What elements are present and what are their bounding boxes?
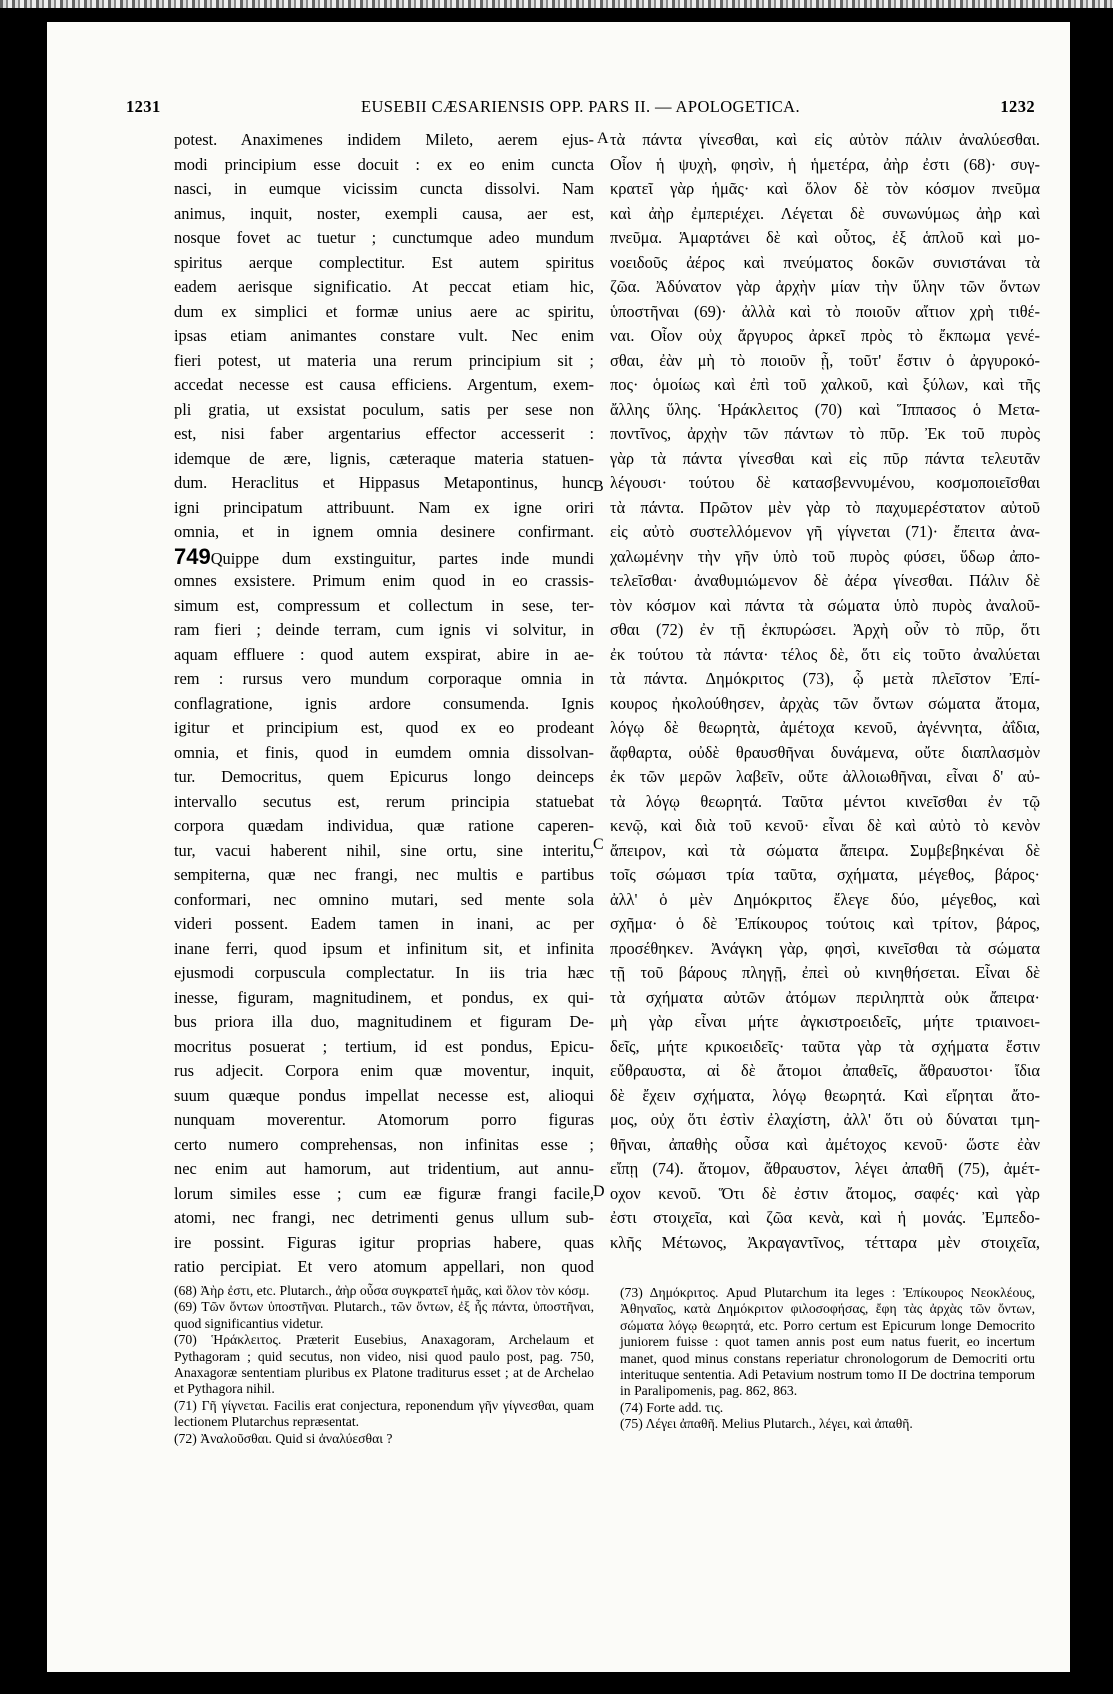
line-text: nosque fovet ac tuetur ; cunctumque adeo mundum [174,228,594,247]
line-text: ἀλλ' ὁ μὲν Δημόκριτος ἔλεγε δύο, μέγεθος, καὶ [610,889,1040,909]
latin-text-line [174,594,594,619]
line-text: intervallo secutus est, rerum principia statuebat [174,791,594,811]
greek-text-line [610,1059,1040,1084]
latin-text-line [174,226,594,251]
line-text: nec enim aut hamorum, aut tridentium, aut annu- [174,1159,594,1178]
line-text: οχον κενοῦ. Ὅτι δὲ ἐστιν ἄτομος, σαφές· καὶ γὰρ [610,1183,1040,1203]
line-text: ἐκ τῶν μερῶν λαβεῖν, οὔτε ἀλλοιωθῆναι, εἶναι δ' αὐ- [610,767,1040,786]
latin-text-line [174,153,594,178]
line-text: dum. Heraclitus et Hippasus Metapontinus, hunc [174,473,594,492]
line-text: ἄφθαρτα, οὐδὲ θραυσθῆναι δυνάμενα, οὔτε διαπλασμὸν [610,742,1040,762]
margin-letter-c: C [593,836,604,853]
line-text: Quippe dum exstinguitur, partes inde mundi [210,548,594,568]
latin-text-line [174,177,594,202]
greek-text-line [610,594,1040,619]
greek-text-line [610,1231,1040,1256]
latin-text-line [174,128,594,153]
footnote: (71) Γῆ γίγνεται. Facilis erat conjectura, reponendum γῆν γίγνεσθαι, quam lectionem Plutarchus repræsentat. [174,1397,594,1430]
latin-text-line [174,275,594,300]
line-text: omnia, et in ignem omnia desinere confirmant. [174,522,594,541]
line-text: θῆναι, ἀπαθὴς οὖσα καὶ ἀμέτοχος κενοῦ· ὥστε ἐὰν [610,1134,1040,1154]
greek-text-line [610,226,1040,251]
line-text: λόγῳ δὲ θεωρητὰ, ἀμέτοχα κενοῦ, ἀγέννητα, ἀΐδια, [610,718,1040,737]
greek-text-line [610,863,1040,888]
line-text: χαλωμένην τὴν γῆν ὑπὸ τοῦ πυρὸς φύσει, ὕδωρ ἀπο- [610,546,1040,566]
line-text: tur. Democritus, quem Epicurus longo deinceps [174,767,594,786]
margin-letter-d: D [593,1183,605,1200]
line-text: Οἷον ἡ ψυχὴ, φησὶν, ἡ ἡμετέρα, ἀὴρ ἐστι (68)· συγ- [610,154,1040,174]
greek-text-line [610,961,1040,986]
line-text: igitur et principium est, quod ex eo prodeant [174,718,594,737]
latin-text-line [174,986,594,1011]
latin-text-line [174,520,594,545]
greek-text-line [610,912,1040,937]
line-text: κενῷ, καὶ διὰ τοῦ κενοῦ· εἶναι δὲ καὶ αὐτὸ τὸ κενὸν [610,816,1040,835]
line-text: μος, οὐχ ὅτι ἐστὶν ἐλαχίστη, ἀλλ' ὅτι οὐ δύναται τμη- [610,1110,1040,1129]
line-text: προσέθηκεν. Ἀνάγκη γὰρ, φησὶ, κινεῖσθαι τὰ σώματα [610,938,1040,958]
line-text: ἄπειρον, καὶ τὰ σώματα ἄπειρα. Συμβεβηκέναι δὲ [610,840,1040,860]
line-text: fieri potest, ut materia una rerum principium sit ; [174,350,594,370]
line-text: εἴπῃ (74). ἄτομον, ἄθραυστον, λέγει ἀπαθῆ (75), ἀμέτ- [610,1159,1040,1178]
scan-top-edge [0,0,1113,8]
greek-text-line [610,496,1040,521]
line-text: atomi, nec frangi, nec detrimenti genus ullum sub- [174,1208,594,1227]
line-text: ὑποστῆναι (69)· ἀλλὰ καὶ τὸ ποιοῦν αἴτιον χρὴ τιθέ- [610,301,1040,321]
greek-text-line [610,716,1040,741]
line-text: εἰς αὐτὸ συστελλόμενον γῆ γίγνεται (71)· ἔπειτα ἀνα- [610,522,1040,541]
latin-text-line [174,1133,594,1158]
line-text: aquam effluere : quod autem exspirat, abire in ae- [174,644,594,664]
greek-text-line [610,839,1040,864]
latin-text-line [174,961,594,986]
line-text: τοῖς σώμασι τρία ταῦτα, σχήματα, μέγεθος, βάρος· [610,865,1040,884]
latin-text-line [174,1035,594,1060]
footnote: (75) Λέγει ἀπαθῆ. Melius Plutarch., λέγει, καὶ ἀπαθῆ. [620,1416,913,1432]
latin-text-line [174,1059,594,1084]
latin-text-line [174,692,594,717]
latin-text-line [174,202,594,227]
latin-text-line [174,765,594,790]
line-text: igni principatum attribuunt. Nam ex igne oriri [174,497,594,517]
latin-text-line [174,667,594,692]
line-text: τελεῖσθαι· ἀναθυμιώμενον δὲ ἀέρα γίνεσθαι. Πάλιν δὲ [610,571,1040,590]
greek-text-line [610,618,1040,643]
line-text: mocritus posuerat ; tertium, id est pondus, Epicu- [174,1036,594,1056]
greek-text-line [610,1084,1040,1109]
latin-text-line [174,863,594,888]
greek-text-line [610,202,1040,227]
greek-text-line [610,986,1040,1011]
latin-text-line [174,888,594,913]
line-text: τὰ πάντα γίνεσθαι, καὶ εἰς αὐτὸν πάλιν ἀναλύεσθαι. [610,130,1040,149]
line-text: δὲ ἔχειν σχήματα, λόγῳ θεωρητά. Καὶ εἴρηται ἄτο- [610,1085,1040,1105]
latin-text-line [174,398,594,423]
line-text: suum quæque pondus impellat necesse est, alioqui [174,1085,594,1105]
margin-letter-b: B [593,478,604,495]
line-text: μὴ γὰρ εἶναι μήτε ἀγκιστροειδεῖς, μήτε τριαινοει- [610,1012,1040,1031]
latin-text-line [174,1255,594,1280]
line-text: lorum similes esse ; cum eæ figuræ frangi facile, [174,1183,594,1203]
line-text: modi principium esse docuit : ex eo enim cuncta [174,154,594,174]
line-text: spiritus aerque complectitur. Est autem spiritus [174,252,594,272]
greek-text-line [610,373,1040,398]
line-text: ire possint. Figuras igitur proprias habere, quas [174,1232,594,1252]
latin-text-line [174,251,594,276]
line-text: νοειδοῦς ἀέρος καὶ πνεύματος δοκῶν συνιστάναι τὰ [610,252,1040,272]
greek-text-line [610,643,1040,668]
greek-text-line [610,300,1040,325]
line-text: τὸν κόσμον καὶ πάντα τὰ σώματα ὑπὸ πυρὸς ἀναλοῦ- [610,595,1040,615]
greek-text-line [610,398,1040,423]
latin-text-line [174,618,594,643]
greek-text-line [610,814,1040,839]
greek-text-line [610,324,1040,349]
greek-text-line [610,1108,1040,1133]
latin-text-line [174,1084,594,1109]
greek-text-line [610,569,1040,594]
line-text: tur, vacui haberent nihil, sine ortu, sine interitu, [174,840,594,860]
latin-text-line [174,790,594,815]
footnote: (72) Ἀναλοῦσθαι. Quid si ἀναλύεσθαι ? [174,1430,393,1446]
line-text: inane ferri, quod ipsum et infinitum sit, et infinita [174,938,594,958]
latin-text-line [174,373,594,398]
line-text: ἄλλης ὕλης. Ἡράκλειτος (70) καὶ Ἵππασος ὁ Μετα- [610,399,1040,419]
line-text: τὰ λόγῳ θεωρητά. Ταῦτα μέντοι κινεῖσθαι ἐν τῷ [610,791,1040,811]
line-text: ratio percipiat. Et vero atomum appellari, non quod [174,1257,594,1276]
line-text: omnia, et finis, quod in eumdem omnia dissolvan- [174,742,594,762]
latin-text-line [174,324,594,349]
line-text: ejusmodi corpuscula complectatur. In iis tria hæc [174,963,594,982]
line-text: καὶ ἀὴρ ἐμπεριέχει. Λέγεται δὲ συνωνύμως ἀὴρ καὶ [610,203,1040,223]
page-number-left: 1231 [126,97,161,116]
greek-text-line [610,1157,1040,1182]
footnote: (68) Ἀὴρ ἐστι, etc. Plutarch., ἀὴρ οὖσα συγκρατεῖ ἡμᾶς, καὶ ὅλον τὸν κόσμ. [174,1283,590,1298]
page-number-right: 1232 [1000,97,1035,116]
latin-text-line [174,839,594,864]
line-text: est, nisi faber argentarius effector accesserit : [174,424,594,443]
line-text: certo numero comprehensas, non infinitas esse ; [174,1134,594,1154]
line-text: ram fieri ; deinde terram, cum ignis vi solvitur, in [174,620,594,639]
greek-text-line [610,153,1040,178]
line-text: nunquam moverentur. Atomorum porro figuras [174,1110,594,1129]
line-text: τὰ πάντα. Πρῶτον μὲν γὰρ τὸ παχυμερέστατον αὐτοῦ [610,497,1040,517]
latin-text-line [174,643,594,668]
line-text: κρατεῖ γὰρ ἡμᾶς· καὶ ὅλον δὲ τὸν κόσμον πνεῦμα [610,179,1040,198]
running-header [126,97,1035,121]
inline-page-number: 749 [174,544,211,569]
line-text: animus, inquit, noster, exempli causa, aer est, [174,203,594,223]
line-text: corpora quædam individua, quæ ratione caperen- [174,816,594,835]
greek-text-line [610,937,1040,962]
line-text: inesse, figuram, magnitudinem, et pondus, ex qui- [174,987,594,1007]
line-text: ipsas etiam animantes constare vult. Nec enim [174,326,594,345]
latin-text-line [174,741,594,766]
footnotes-right [620,1285,1035,1433]
latin-text-line [174,569,594,594]
greek-text-line [610,692,1040,717]
line-text: sempiterna, quæ nec frangi, nec multis e partibus [174,865,594,884]
latin-text-line [174,422,594,447]
greek-text-line [610,1133,1040,1158]
line-text: conflagratione, ignis ardore consumenda. Ignis [174,693,594,713]
greek-text-line [610,667,1040,692]
line-text: bus priora illa duo, magnitudinem et figuram De- [174,1012,594,1031]
line-text: potest. Anaximenes indidem Mileto, aerem ejus- [174,130,594,149]
line-text: σχῆμα· ὁ δὲ Ἐπίκουρος τούτοις καὶ τρίτον, βάρος, [610,914,1040,933]
greek-text-line [610,422,1040,447]
latin-text-line [174,716,594,741]
greek-text-line [610,275,1040,300]
line-text: τὰ πάντα. Δημόκριτος (73), ᾧ μετὰ πλεῖστον Ἐπί- [610,669,1040,688]
greek-text-line [610,790,1040,815]
line-text: omnes exsistere. Primum enim quod in eo crassis- [174,571,594,590]
line-text: eadem aerisque significatio. At peccat etiam hic, [174,277,594,296]
line-text: rus adjecit. Corpora enim quæ moventur, inquit, [174,1061,594,1080]
latin-text-line [174,1206,594,1231]
greek-text-line [610,765,1040,790]
latin-text-line [174,937,594,962]
line-text: pli gratia, ut exsistat poculum, satis per sese non [174,399,594,419]
latin-column [174,128,594,1280]
latin-text-line [174,471,594,496]
greek-text-line [610,520,1040,545]
footnote: (74) Forte add. τις. [620,1399,724,1415]
line-text: σθαι, ἐὰν μὴ τὸ ποιοῦν ᾖ, τοῦτ' ἔστιν ὁ ἀργυροκό- [610,350,1040,370]
latin-text-line [174,349,594,374]
greek-text-line [610,1035,1040,1060]
latin-text-line [174,1231,594,1256]
running-title: EUSEBII CÆSARIENSIS OPP. PARS II. — APOLOGETICA. [361,97,800,116]
line-text: πνεῦμα. Ἁμαρτάνει δὲ καὶ οὗτος, ἐξ ἁπλοῦ καὶ μο- [610,228,1040,247]
greek-text-line [610,447,1040,472]
line-text: ναι. Οἷον οὐχ ἄργυρος ἀρκεῖ πρὸς τὸ ἔκπωμα γενέ- [610,326,1040,345]
greek-text-line [610,888,1040,913]
line-text: ζῶα. Ἀδύνατον γὰρ ἀρχὴν μίαν τὴν ὕλην τῶν ὄντων [610,277,1040,296]
line-text: πος· ὁμοίως καὶ ἐπὶ τοῦ χαλκοῦ, καὶ ξύλων, καὶ τῆς [610,375,1040,394]
greek-text-line [610,741,1040,766]
latin-text-line [174,1157,594,1182]
footnote: (73) Δημόκριτος. Apud Plutarchum ita leges : Ἐπίκουρος Νεοκλέους, Ἀθηναῖος, κατὰ Δημόκριτον φιλοσοφήσας, ἔφη τὰς ἀρχὰς τῶν ὄντων, σώματα λόγῳ θεωρητά, etc. Porro certum est Epicurum longe Democrito juniorem fuisse : quot tamen annis post eum natus fuerit, eo incertum manet, quod minus constans reperiatur chronologorum de Democriti ortu interituque sententia. Adi Petavium nostrum tomo II De doctrina temporum in Paralipomenis, pag. 862, 863. [620,1285,1035,1399]
line-text: εὔθραυστα, αἱ δὲ ἄτομοι ἀπαθεῖς, ἄθραυστοι· ἴδια [610,1061,1040,1080]
latin-text-line [174,1108,594,1133]
latin-text-line [174,496,594,521]
line-text: τῇ τοῦ βάρους πληγῇ, ἐπεὶ οὐ κινηθήσεται. Εἶναι δὲ [610,963,1040,982]
greek-text-line [610,177,1040,202]
margin-letter-a: A [597,130,609,147]
greek-column [610,128,1040,1255]
line-text: videri possent. Eadem tamen in inani, ac per [174,914,594,933]
line-text: γὰρ τὰ πάντα γίνεσθαι καὶ εἰς πῦρ πάντα τελευτᾶν [610,448,1040,468]
footnote: (69) Τῶν ὄντων ὑποστῆναι. Plutarch., τῶν ὄντων, ἐξ ἧς πάντα, ὑποστῆναι, quod significantius videtur. [174,1299,594,1331]
line-text: ποντῖνος, ἀρχὴν τῶν πάντων τὸ πῦρ. Ἐκ τοῦ πυρὸς [610,424,1040,443]
latin-text-line [174,814,594,839]
footnote: (70) Ἡράκλειτος. Præterit Eusebius, Anaxagoram, Archelaum et Pythagoram ; quid secutus, non video, nisi quod paulo post, pag. 750, Anaxagoræ sententiam pluribus ex Platone traditurus esset ; at de Archelao et Pythagora nihil. [174,1332,594,1397]
line-text: accedat necesse est causa efficiens. Argentum, exem- [174,375,594,394]
latin-text-line [174,447,594,472]
greek-text-line [610,349,1040,374]
line-text: dum ex simplici et formæ unius aere ac spiritu, [174,301,594,321]
latin-text-line [174,300,594,325]
line-text: idemque de ære, lignis, cæteraque materia statuen- [174,448,594,468]
footnotes-left [174,1283,594,1447]
greek-text-line [610,1206,1040,1231]
greek-text-line [610,471,1040,496]
line-text: nasci, in eumque vicissim cuncta dissolvi. Nam [174,179,594,198]
line-text: ἐκ τούτου τὰ πάντα· τέλος δὲ, ὅτι εἰς τοῦτο ἀναλύεται [610,644,1040,664]
greek-text-line [610,128,1040,153]
greek-text-line [610,1182,1040,1207]
latin-text-line [174,1010,594,1035]
line-text: δεῖς, μήτε κρικοειδεῖς· ταῦτα γὰρ τὰ σχήματα ἔστιν [610,1036,1040,1056]
line-text: κλῆς Μέτωνος, Ἀκραγαντῖνος, τέτταρα μὲν στοιχεῖα, [610,1232,1040,1252]
line-text: λέγουσι· τούτου δὲ κατασβεννυμένου, κοσμοποιεῖσθαι [610,473,1040,492]
line-text: simum est, compressum et collectum in sese, ter- [174,595,594,615]
line-text: τὰ σχήματα αὐτῶν ἀτόμων περιληπτὰ οὐκ ἄπειρα· [610,987,1040,1007]
greek-text-line [610,251,1040,276]
line-text: σθαι (72) ἐν τῇ ἐκπυρώσει. Ἀρχὴ οὖν τὸ πῦρ, ὅτι [610,620,1040,639]
line-text: conformari, nec omnino mutari, sed mente sola [174,889,594,909]
line-text: rem : rursus vero mundum corporaque omnia in [174,669,594,688]
line-text: ἐστι στοιχεῖα, καὶ ζῶα κενὰ, καὶ ἡ μονάς. Ἐμπεδο- [610,1208,1040,1227]
line-text: κουρος ἠκολούθησεν, ἀρχὰς τῶν ὄντων σώματα ἄτομα, [610,693,1040,713]
latin-text-line [174,912,594,937]
latin-text-line [174,545,594,570]
latin-text-line [174,1182,594,1207]
greek-text-line [610,1010,1040,1035]
greek-text-line [610,545,1040,570]
